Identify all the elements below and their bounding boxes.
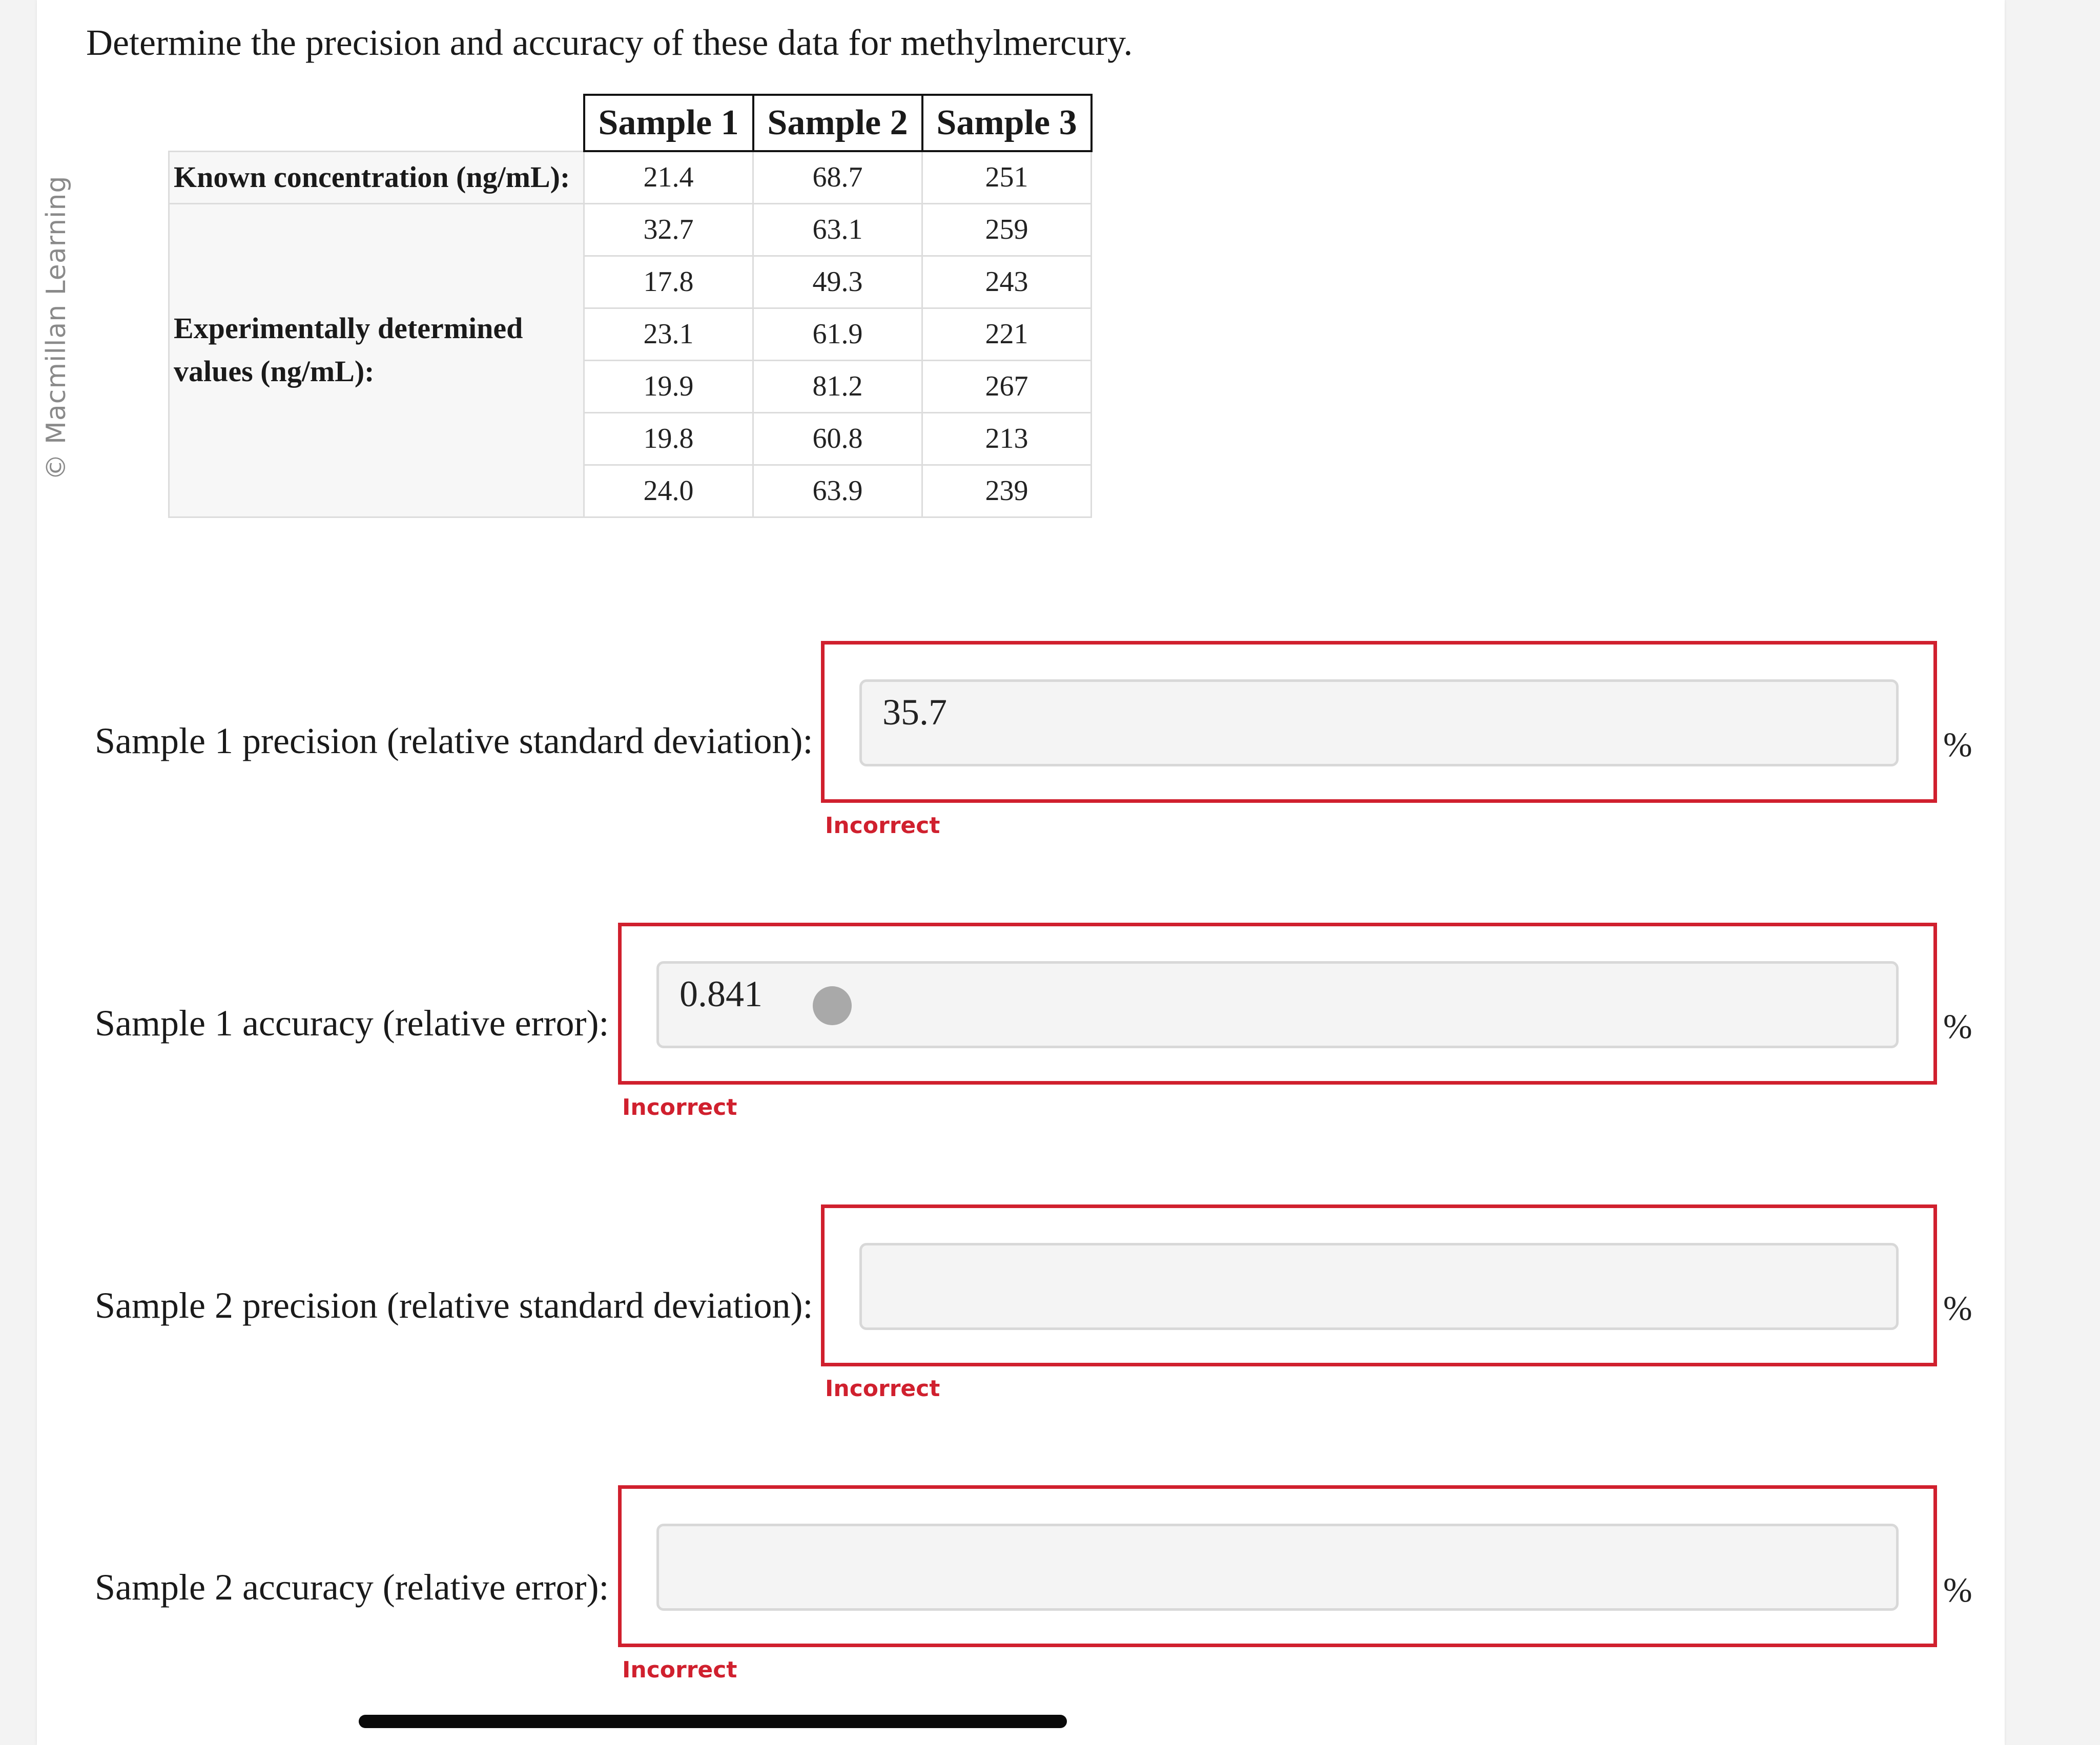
sample-2-precision-label: Sample 2 precision (relative standard deviation): bbox=[95, 1285, 813, 1326]
data-table bbox=[168, 94, 1093, 518]
known-concentration-label: Known concentration (ng/mL): bbox=[169, 151, 584, 203]
table-cell: 259 bbox=[922, 203, 1092, 256]
table-cell: 243 bbox=[922, 256, 1092, 308]
sample-1-accuracy-feedback: Incorrect bbox=[622, 1094, 737, 1120]
question-prompt: Determine the precision and accuracy of these data for methylmercury. bbox=[86, 22, 1133, 63]
sample-2-precision-unit: % bbox=[1943, 1289, 1972, 1327]
table-cell: 213 bbox=[922, 412, 1092, 465]
sample-2-accuracy-answer-box bbox=[618, 1485, 1937, 1647]
table-cell: 63.1 bbox=[753, 203, 922, 256]
known-concentration-row bbox=[169, 151, 1092, 203]
sample-1-precision-input[interactable]: 35.7 bbox=[859, 679, 1899, 766]
table-cell: 63.9 bbox=[753, 465, 922, 517]
table-row bbox=[169, 203, 1092, 256]
known-value-sample-1: 21.4 bbox=[584, 151, 753, 203]
sample-1-precision-feedback: Incorrect bbox=[825, 813, 940, 839]
header-sample-1: Sample 1 bbox=[584, 95, 753, 151]
sample-2-accuracy-input[interactable] bbox=[656, 1524, 1899, 1611]
sample-1-accuracy-label: Sample 1 accuracy (relative error): bbox=[95, 1003, 609, 1044]
sample-1-precision-label: Sample 1 precision (relative standard deviation): bbox=[95, 720, 813, 761]
table-cell: 61.9 bbox=[753, 308, 922, 360]
sample-1-accuracy-value: 0.841 bbox=[680, 973, 763, 1014]
table-cell: 81.2 bbox=[753, 360, 922, 412]
sample-1-accuracy-answer-box bbox=[618, 923, 1937, 1085]
touch-cursor-icon bbox=[813, 986, 852, 1025]
table-cell: 221 bbox=[922, 308, 1092, 360]
sample-2-precision-input[interactable] bbox=[859, 1243, 1899, 1330]
header-sample-2: Sample 2 bbox=[753, 95, 922, 151]
header-sample-3: Sample 3 bbox=[922, 95, 1092, 151]
table-header-row bbox=[169, 95, 1092, 151]
sample-1-precision-unit: % bbox=[1943, 725, 1972, 764]
table-cell: 60.8 bbox=[753, 412, 922, 465]
known-value-sample-2: 68.7 bbox=[753, 151, 922, 203]
sample-2-accuracy-unit: % bbox=[1943, 1570, 1972, 1609]
table-cell: 23.1 bbox=[584, 308, 753, 360]
sample-2-accuracy-feedback: Incorrect bbox=[622, 1657, 737, 1683]
sample-1-precision-answer-box bbox=[821, 641, 1937, 803]
table-cell: 49.3 bbox=[753, 256, 922, 308]
known-value-sample-3: 251 bbox=[922, 151, 1092, 203]
home-indicator-bar[interactable] bbox=[359, 1715, 1067, 1728]
sample-2-accuracy-label: Sample 2 accuracy (relative error): bbox=[95, 1567, 609, 1608]
table-cell: 19.9 bbox=[584, 360, 753, 412]
sample-2-precision-answer-box bbox=[821, 1204, 1937, 1366]
sample-1-accuracy-unit: % bbox=[1943, 1007, 1972, 1046]
table-cell: 24.0 bbox=[584, 465, 753, 517]
experimental-values-label: Experimentally determined values (ng/mL): bbox=[169, 203, 584, 517]
sample-1-accuracy-input[interactable] bbox=[656, 961, 1899, 1048]
table-cell: 19.8 bbox=[584, 412, 753, 465]
table-cell: 239 bbox=[922, 465, 1092, 517]
table-cell: 32.7 bbox=[584, 203, 753, 256]
sample-2-precision-feedback: Incorrect bbox=[825, 1376, 940, 1402]
copyright-watermark: © Macmillan Learning bbox=[41, 175, 72, 481]
table-cell: 17.8 bbox=[584, 256, 753, 308]
table-cell: 267 bbox=[922, 360, 1092, 412]
